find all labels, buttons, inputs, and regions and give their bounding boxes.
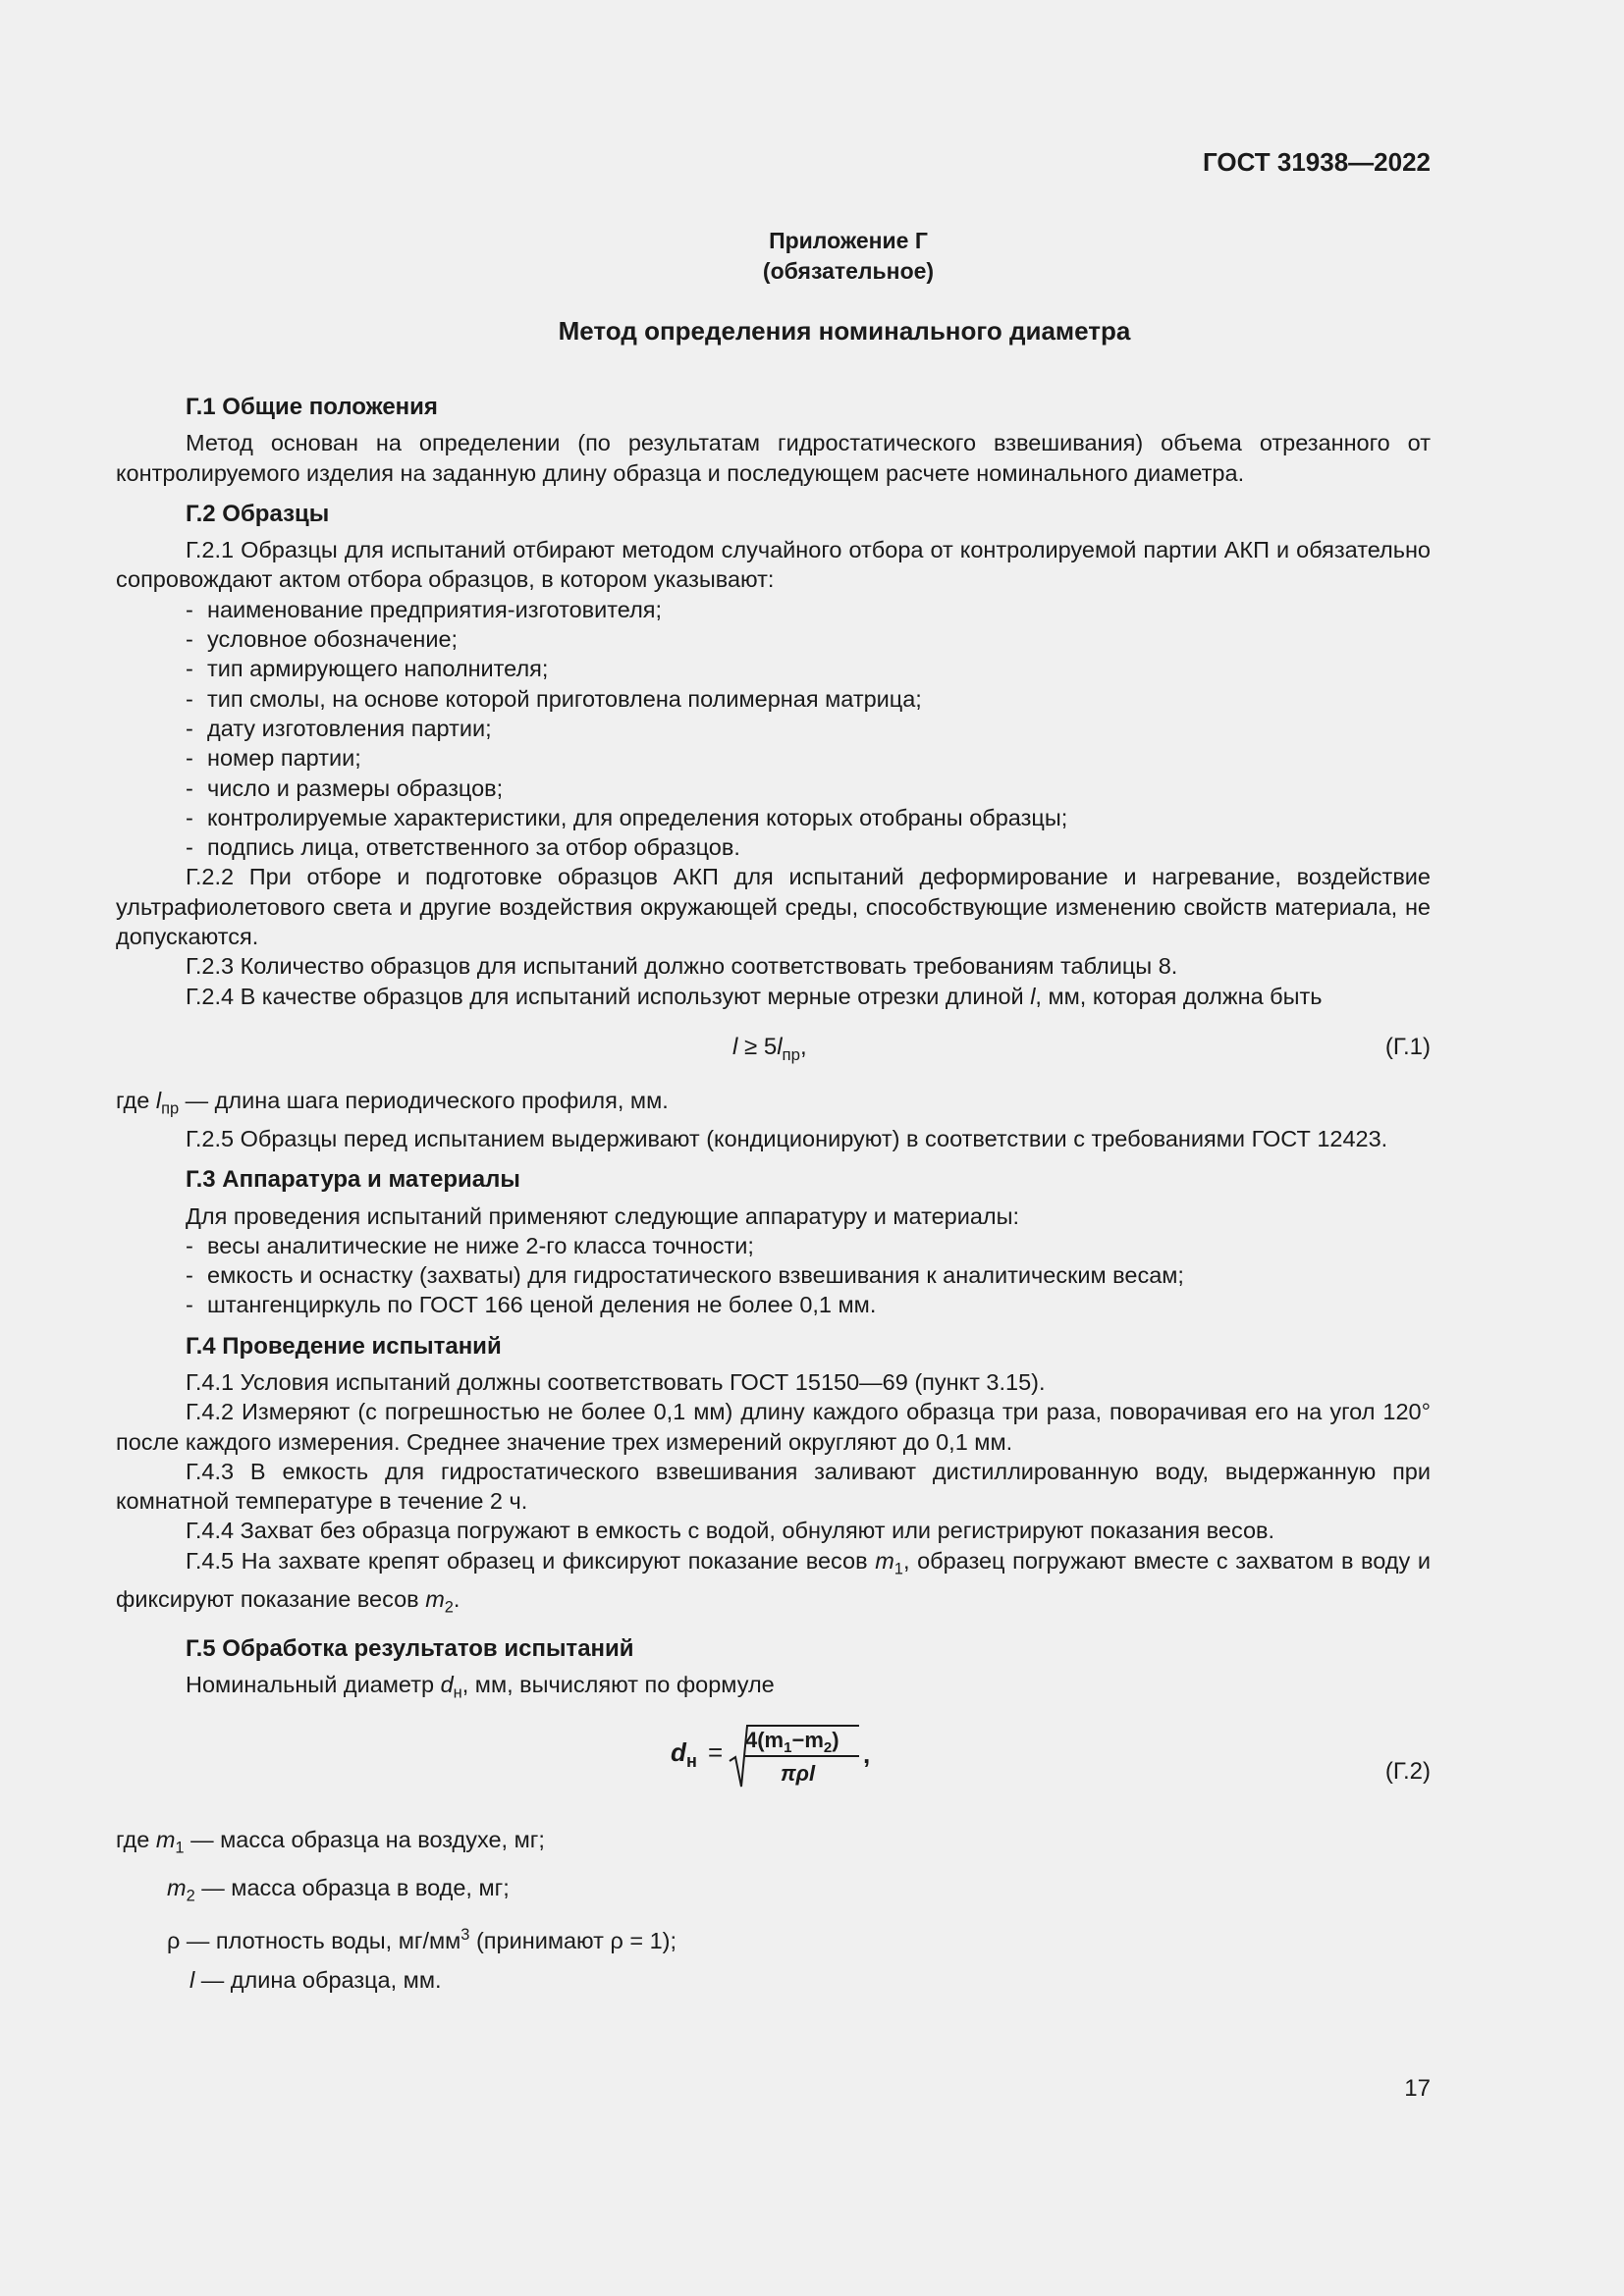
paragraph-g4-4: Г.4.4 Захват без образца погружают в емкость с водой, обнуляют или регистрируют показания весов. [186,1518,1275,1544]
document-code: ГОСТ 31938—2022 [1203,147,1431,177]
paragraph-g4-3: Г.4.3 В емкость для гидростатического взвешивания заливают дистиллированную воду, выдержанную при комнатной температуре в течение 2 ч. [116,1458,1431,1515]
paragraph-g1: Метод основан на определении (по результатам гидростатического взвешивания) объема отрезанного от контролируемого изделия на заданную длину образца и последующем расчете номинального диаметра. [116,430,1431,486]
document-body [116,393,1431,2000]
appendix-title: Приложение Г [769,228,928,253]
list-item: - тип армирующего наполнителя; [186,656,549,682]
paragraph-g2-3: Г.2.3 Количество образцов для испытаний должно соответствовать требованиям таблицы 8. [186,953,1178,980]
list-item: - штангенциркуль по ГОСТ 166 ценой деления не более 0,1 мм. [186,1292,877,1318]
formula-denominator: πρl [781,1761,816,1787]
section-heading-g5: Г.5 Обработка результатов испытаний [186,1634,634,1662]
list-item: - дату изготовления партии; [186,715,492,741]
paragraph-g4-5: Г.4.5 На захвате крепят образец и фиксируют показание весов $m_1$, образец погружают вместе с захватом в воду и фиксируют показание весов $m_2$. [116,1547,1431,1617]
formula-g1-expression: $l \ge 5l_{пр}$, [732,1033,807,1064]
where-row-m1: где $m_1$ — масса образца на воздухе, мг; [116,1827,545,1857]
section-heading-g4: Г.4 Проведение испытаний [186,1332,502,1360]
section-heading-g1: Г.1 Общие положения [186,394,438,420]
formula-comma: , [863,1739,871,1770]
section-heading-g2: Г.2 Образцы [186,500,330,527]
formula-numerator: $4(m_1-m_2)$ [745,1728,839,1757]
appendix-status: (обязательное) [762,258,935,284]
paragraph-g4-2: Г.4.2 Измеряют (с погрешностью не более 0,1 мм) длину каждого образца три раза, поворачивая его на угол 120° после каждого измерения. Среднее значение трех измерений округляют до 0,1 мм. [116,1399,1431,1455]
paragraph-g2-4: Г.2.4 В качестве образцов для испытаний используют мерные отрезки длиной l, мм, которая должна быть [186,983,1323,1009]
formula-lhs: d [671,1737,686,1768]
appendix-heading [0,226,1624,287]
page-number: 17 [1404,2075,1431,2102]
equipment-list [116,1231,1431,1320]
formula-lhs-sub: н [686,1751,697,1772]
list-item: - емкость и оснастку (захваты) для гидростатического взвешивания к аналитическим весам; [186,1262,1184,1289]
list-item: - номер партии; [186,745,361,772]
where-g1: где $l_{пр}$ — длина шага периодического профиля, мм. [116,1087,669,1118]
paragraph-g2-5: Г.2.5 Образцы перед испытанием выдерживают (кондиционируют) в соответствии с требованиями ГОСТ 12423. [186,1125,1388,1151]
formula-equals: = [708,1737,724,1768]
paragraph-g2-2: Г.2.2 При отборе и подготовке образцов АКП для испытаний деформирование и нагревание, воздействие ультрафиолетового света и другие воздействия окружающей среды, способствующие изменению свойств материала, не допускаются. [116,864,1431,950]
formula-g1-number: (Г.1) [1384,1033,1431,1060]
list-item: - весы аналитические не ниже 2-го класса точности; [186,1232,754,1258]
page-title: Метод определения номинального диаметра [558,316,1131,346]
formula-g2-legend [116,1820,1431,2000]
section-heading-g3: Г.3 Аппаратура и материалы [186,1166,520,1194]
list-item: - тип смолы, на основе которой приготовлена полимерная матрица; [186,685,922,712]
list-item: - контролируемые характеристики, для определения которых отобраны образцы; [186,804,1068,830]
sample-act-list [116,595,1431,863]
list-item: - число и размеры образцов; [186,774,504,801]
paragraph-g3-intro: Для проведения испытаний применяют следующие аппаратуру и материалы: [186,1202,1020,1229]
paragraph-g4-1: Г.4.1 Условия испытаний должны соответствовать ГОСТ 15150—69 (пункт 3.15). [186,1369,1046,1395]
formula-g2 [116,1712,1431,1820]
formula-g2-expression [671,1718,906,1796]
formula-g2-number: (Г.2) [1384,1758,1431,1786]
list-item: - подпись лица, ответственного за отбор образцов. [186,834,740,861]
where-row-rho: ρ — плотность воды, $мг/мм^3$ (принимают ρ = 1); [167,1926,677,1954]
paragraph-g5-intro: Номинальный диаметр $d_н$, мм, вычисляют по формуле [186,1672,775,1702]
formula-g1 [116,1021,1431,1080]
paragraph-g2-1: Г.2.1 Образцы для испытаний отбирают методом случайного отбора от контролируемой партии АКП и обязательно сопровождают актом отбора образцов, в котором указывают: [116,537,1431,593]
where-row-m2: $m_2$ — масса образца в воде, мг; [167,1874,510,1905]
list-item: - наименование предприятия-изготовителя; [186,596,663,622]
where-row-l: l — длина образца, мм. [189,1967,442,1994]
list-item: - условное обозначение; [186,626,459,653]
